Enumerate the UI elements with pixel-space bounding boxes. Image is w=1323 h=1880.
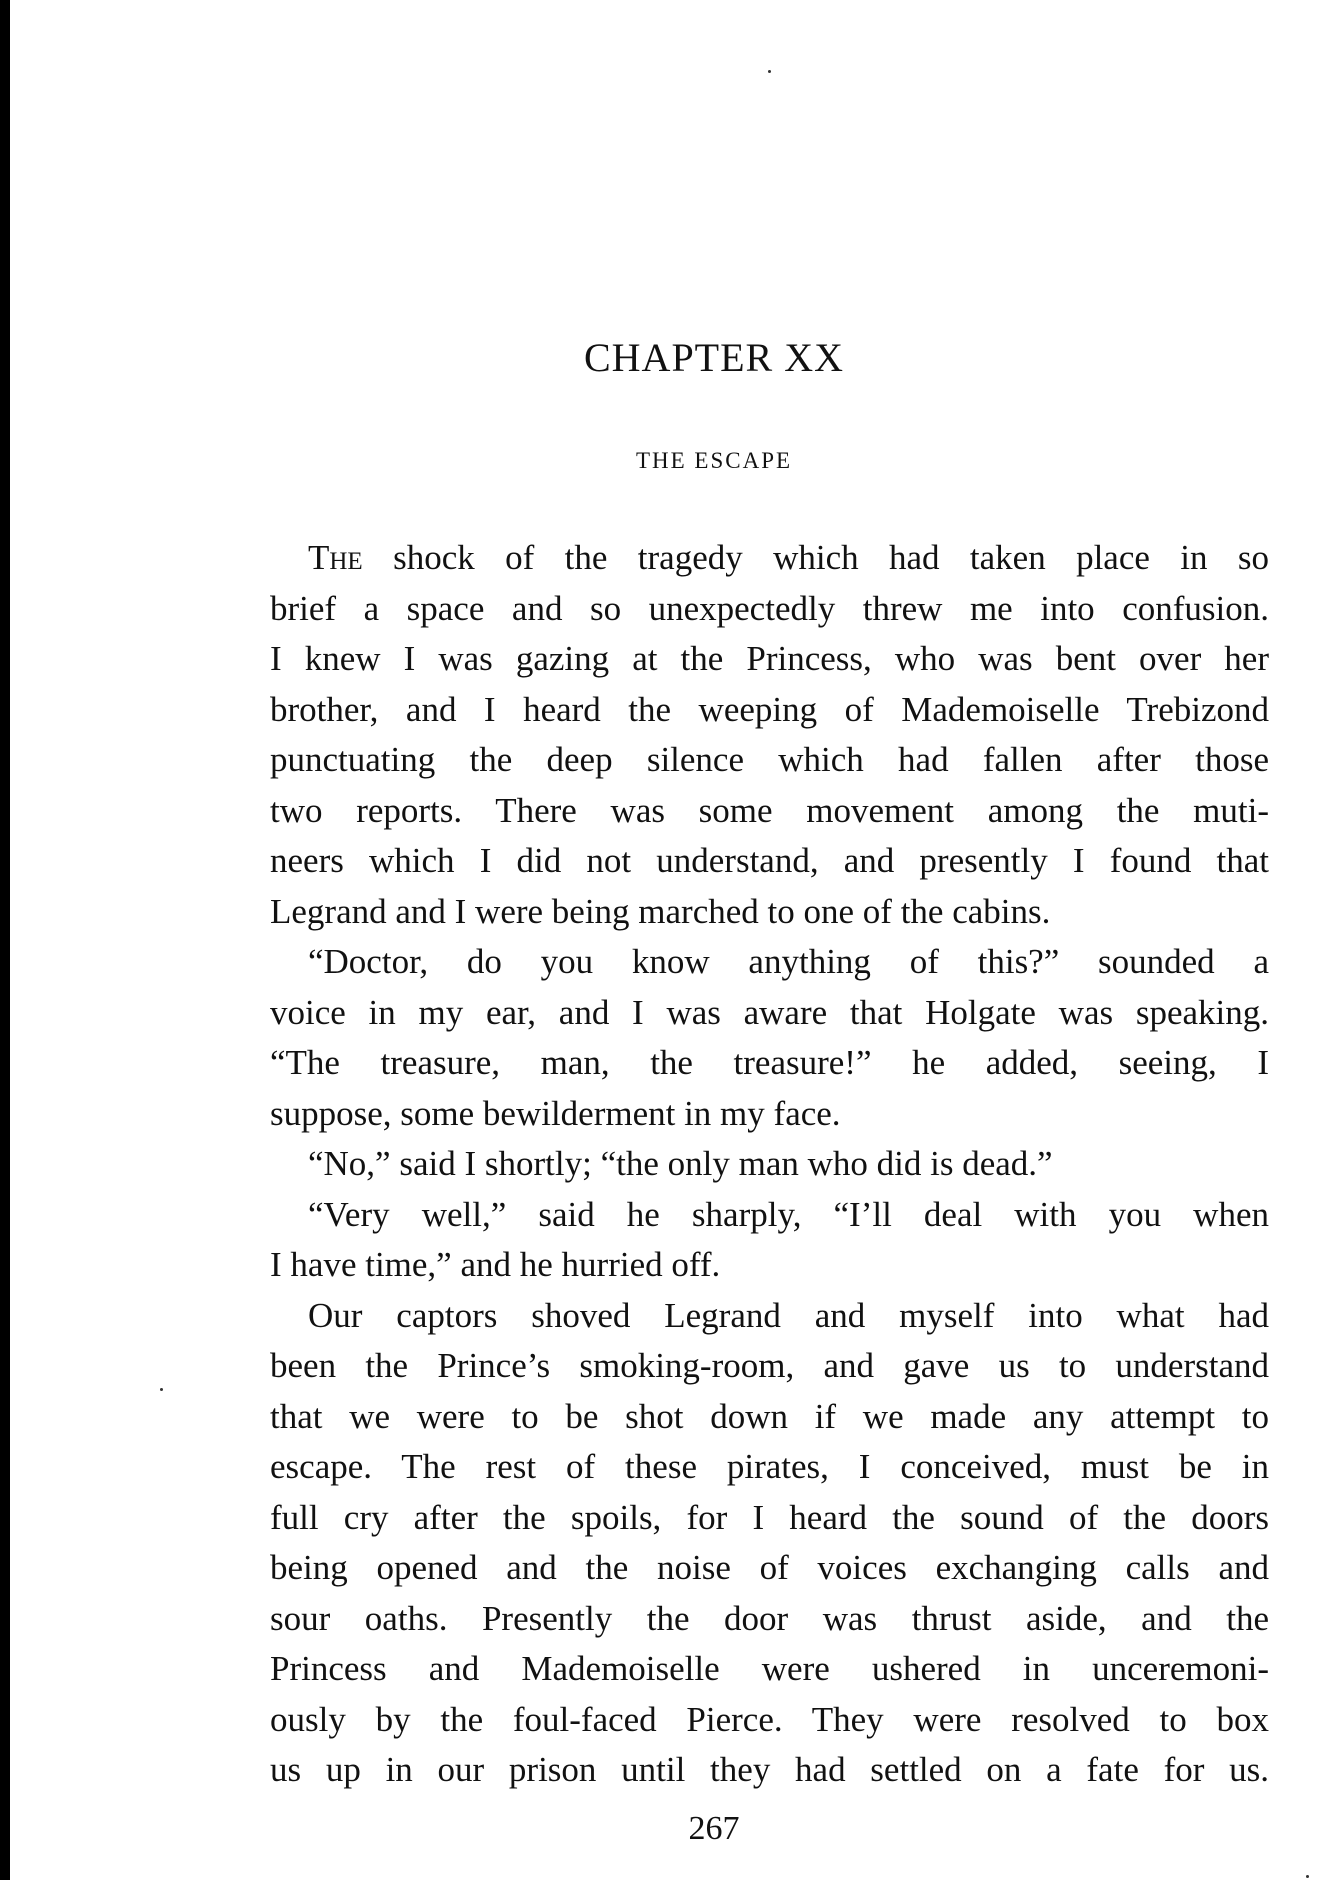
text-line: sour oaths. Presently the door was thrust aside, and the — [270, 1598, 1269, 1638]
chapter-subtitle: THE ESCAPE — [635, 448, 793, 473]
text-line: I knew I was gazing at the Princess, who was bent over her — [270, 639, 1269, 678]
text-line: that we were to be shot down if we made any attempt to — [270, 1396, 1269, 1436]
text-line: “The treasure, man, the treasure!” he added, seeing, I — [270, 1043, 1269, 1082]
text-line: us up in our prison until they had settled on a fate for us. — [270, 1750, 1269, 1789]
text-line: two reports. There was some movement among the muti- — [270, 790, 1269, 830]
drop-word: The — [308, 538, 363, 577]
text-line: being opened and the noise of voices exchanging calls and — [270, 1548, 1269, 1587]
text-line: brother, and I heard the weeping of Mademoiselle Trebizond — [270, 689, 1269, 729]
text-line: neers which I did not understand, and presently I found that — [270, 841, 1269, 880]
page-number: 267 — [688, 1810, 740, 1847]
text-line: I have time,” and he hurried off. — [270, 1245, 721, 1284]
text-line: brief a space and so unexpectedly threw me into confusion. — [270, 588, 1269, 628]
text-line: punctuating the deep silence which had fallen after those — [270, 740, 1269, 779]
text-line: Legrand and I were being marched to one of the cabins. — [270, 891, 1051, 931]
text-line: “Very well,” said he sharply, “I’ll deal with you when — [308, 1194, 1269, 1234]
chapter-title: CHAPTER XX — [583, 335, 845, 380]
speck — [160, 1388, 163, 1391]
body-text — [270, 533, 1269, 1796]
text-line: full cry after the spoils, for I heard the sound of the doors — [270, 1497, 1269, 1537]
binding-edge — [0, 0, 10, 1880]
text-line: voice in my ear, and I was aware that Holgate was speaking. — [270, 992, 1269, 1032]
text-line: been the Prince’s smoking-room, and gave us to understand — [270, 1346, 1269, 1385]
text-line: “No,” said I shortly; “the only man who did is dead.” — [308, 1144, 1053, 1183]
text-line: suppose, some bewilderment in my face. — [270, 1093, 841, 1133]
text-line: Our captors shoved Legrand and myself into what had — [308, 1295, 1269, 1335]
text-line: Princess and Mademoiselle were ushered in unceremoni- — [270, 1649, 1269, 1688]
text-line — [270, 533, 1269, 584]
text-line-content: shock of the tragedy which had taken place in so — [393, 538, 1269, 577]
speck — [1306, 1875, 1309, 1878]
text-line: ously by the foul-faced Pierce. They were resolved to box — [270, 1699, 1269, 1739]
speck — [768, 70, 771, 73]
text-line: “Doctor, do you know anything of this?” sounded a — [308, 942, 1269, 981]
text-line: escape. The rest of these pirates, I conceived, must be in — [270, 1447, 1269, 1486]
